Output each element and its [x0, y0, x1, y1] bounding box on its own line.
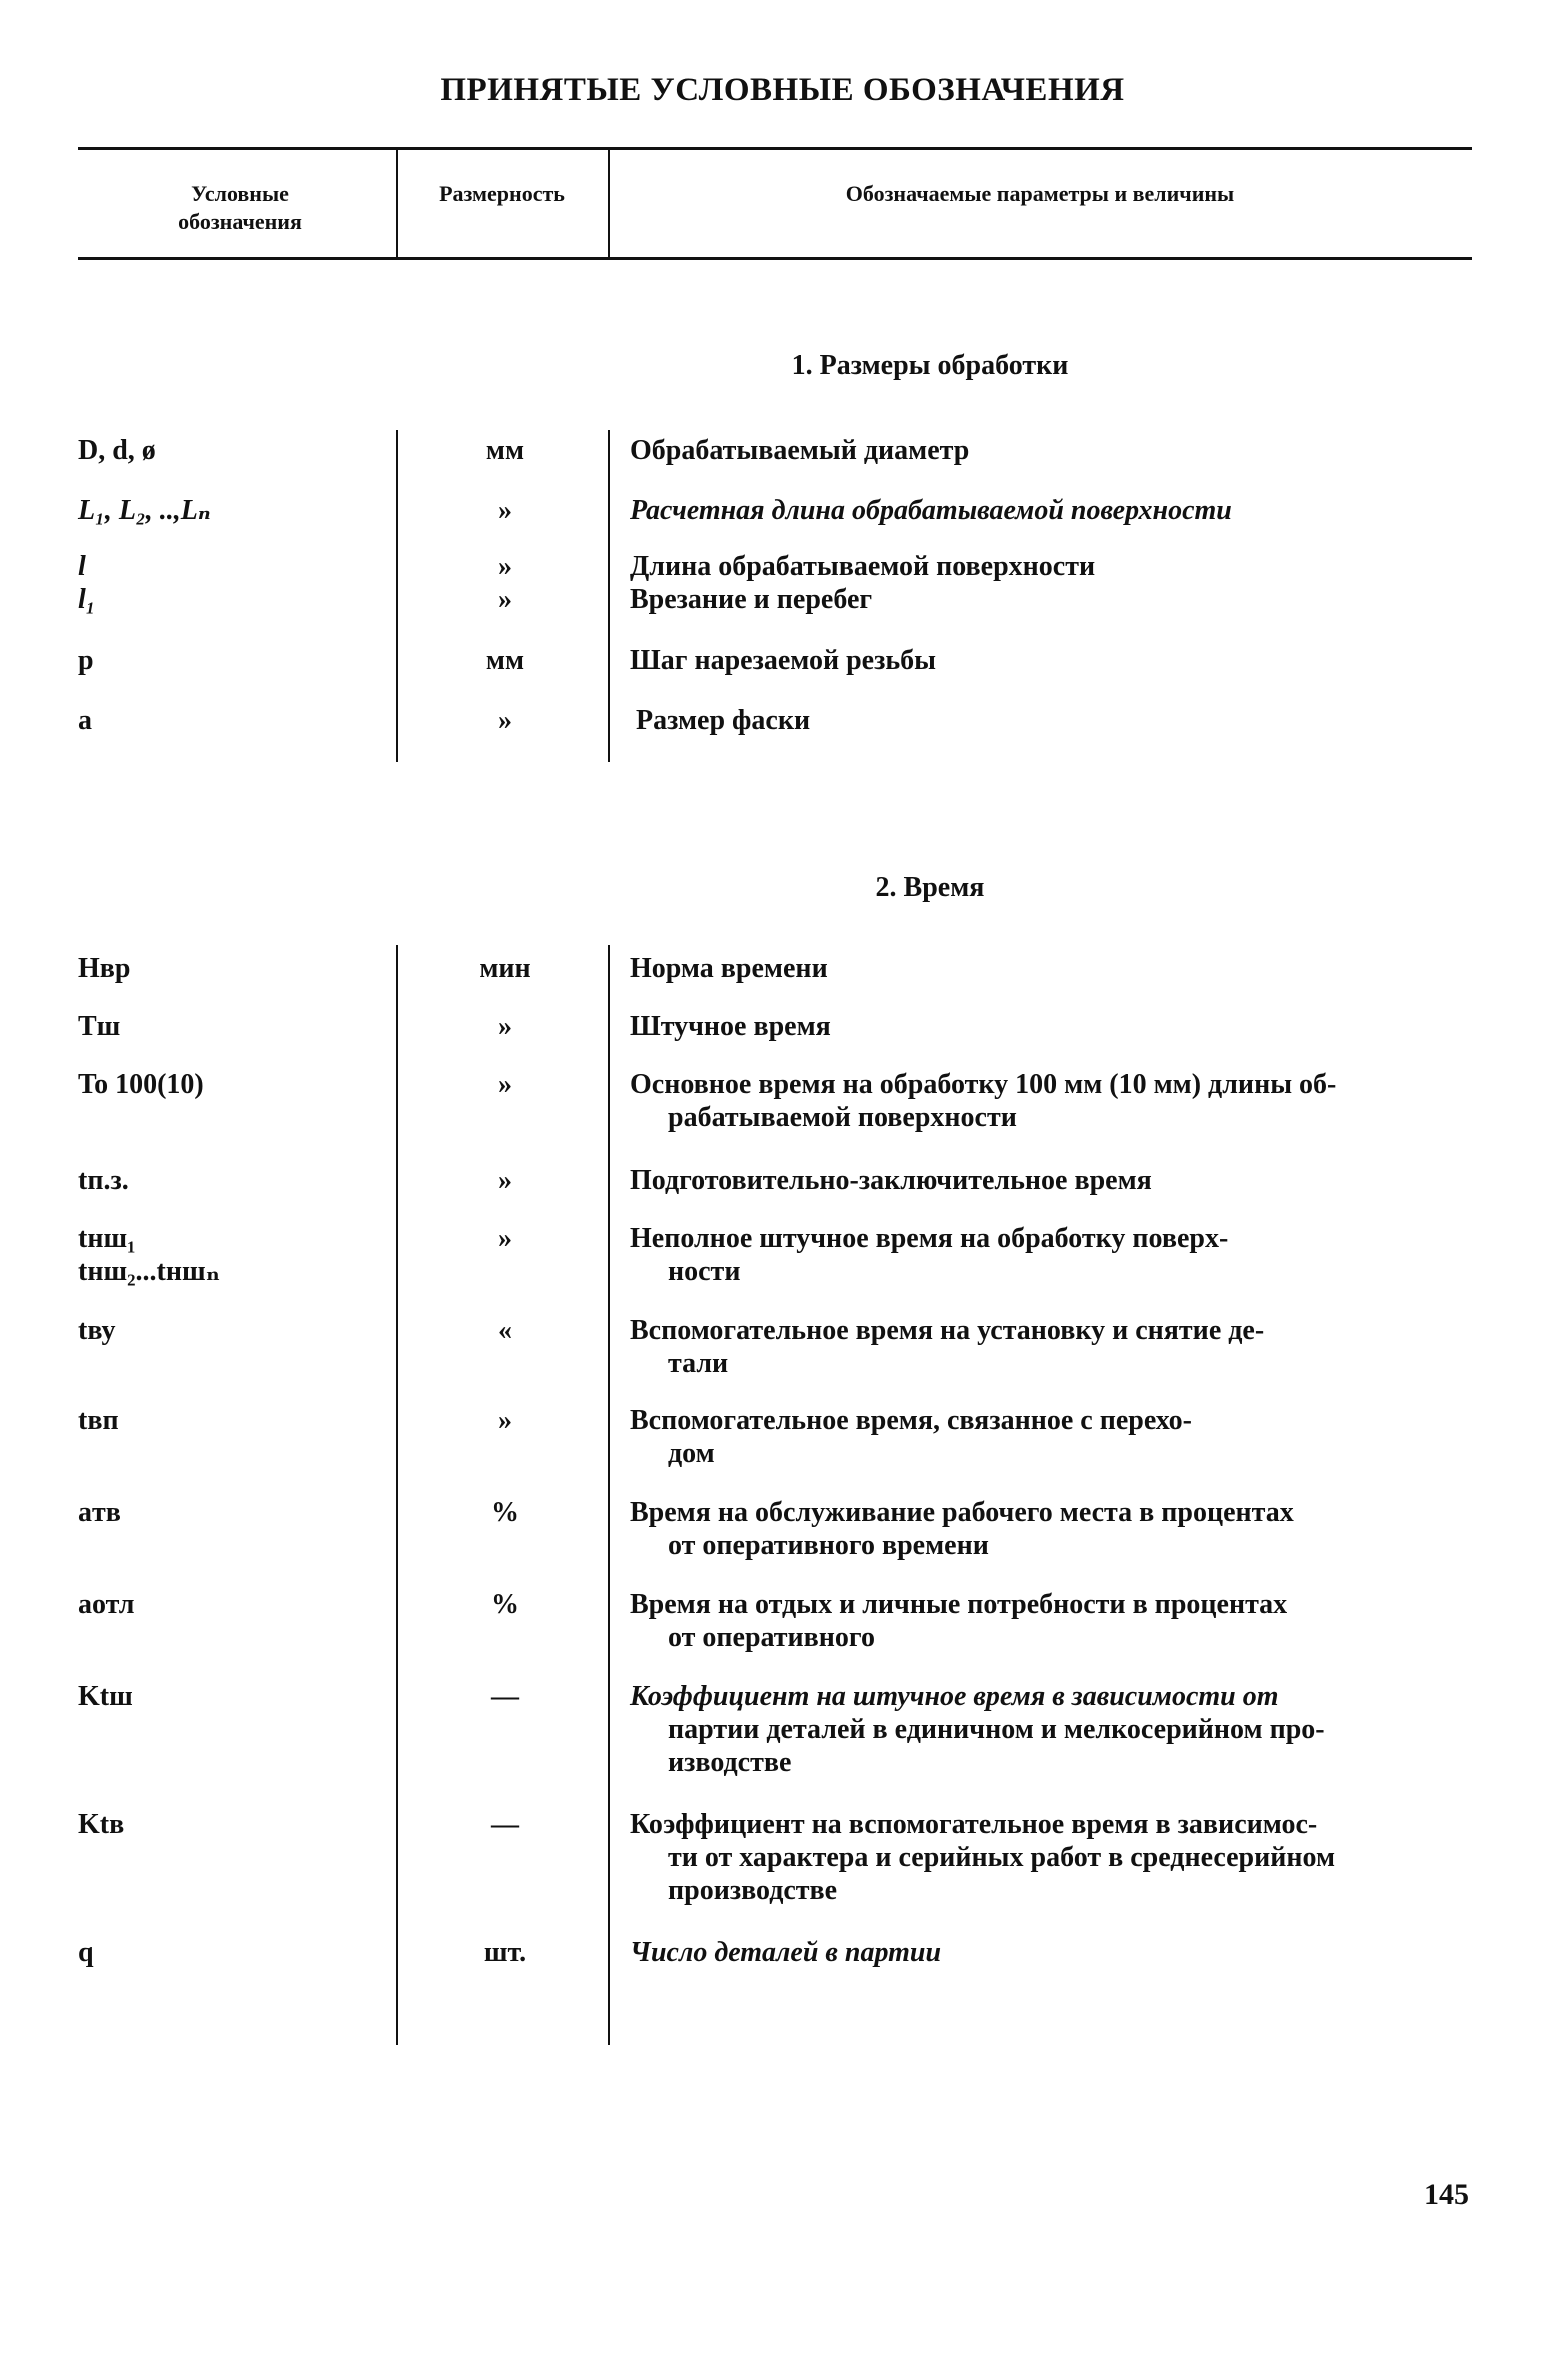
description-cell: Врезание и перебег [630, 584, 873, 615]
description-cell: Длина обрабатываемой поверхности [630, 551, 1096, 582]
unit-cell: » [498, 1165, 512, 1196]
symbol-cell: tп.з. [78, 1165, 129, 1196]
unit-cell: — [491, 1809, 519, 1840]
description-cell: Число деталей в партии [630, 1937, 942, 1968]
symbol-cell: L₁, L₂, ..,Lₙ [78, 495, 211, 526]
description-cell: Норма времени [630, 953, 828, 984]
description-cell [630, 1314, 1468, 1380]
symbol-cell: tву [78, 1315, 116, 1346]
unit-cell: — [491, 1681, 519, 1712]
page-number: 145 [1424, 2178, 1469, 2211]
description-line: Коэффициент на штучное время в зависимости от [630, 1681, 1279, 1712]
symbol-cell: aотл [78, 1589, 135, 1620]
unit-cell: « [498, 1315, 512, 1346]
unit-cell: » [498, 1011, 512, 1042]
description-cell: Подготовительно-заключительное время [630, 1165, 1152, 1196]
description-cell [630, 1404, 1468, 1470]
symbol-line: tнш₁ [78, 1223, 136, 1254]
description-line: Время на обслуживание рабочего места в процентах [630, 1497, 1294, 1528]
symbol-cell: Ktш [78, 1681, 133, 1712]
header-divider-2 [608, 150, 610, 257]
section-title: 1. Размеры обработки [791, 350, 1069, 381]
symbol-cell: To 100(10) [78, 1069, 204, 1100]
symbol-cell [78, 1222, 378, 1288]
description-line: ти от характера и серийных работ в среднесерийном [668, 1842, 1336, 1873]
description-cell [630, 1808, 1468, 1907]
symbol-line: tнш₂...tншₙ [78, 1256, 221, 1287]
description-line: производстве [668, 1875, 838, 1906]
header-top-rule [78, 147, 1472, 150]
unit-cell: » [498, 584, 512, 615]
column-header-description: Обозначаемые параметры и величины [845, 181, 1235, 206]
description-cell [630, 1496, 1468, 1562]
description-cell: Расчетная длина обрабатываемой поверхности [630, 495, 1232, 526]
description-line: от оперативного времени [668, 1530, 989, 1561]
description-cell [630, 1068, 1468, 1134]
description-cell: Шаг нарезаемой резьбы [630, 645, 937, 676]
description-cell [630, 1588, 1468, 1654]
description-cell [630, 1680, 1468, 1779]
section-title: 2. Время [875, 872, 985, 903]
description-cell: Обрабатываемый диаметр [630, 435, 970, 466]
description-line: Вспомогательное время на установку и снятие де- [630, 1315, 1265, 1346]
section-2-divider-1 [396, 945, 398, 2045]
symbol-cell: Tш [78, 1011, 121, 1042]
symbol-cell: D, d, ø [78, 435, 156, 466]
symbol-cell: l [78, 551, 86, 582]
description-cell: Штучное время [630, 1011, 831, 1042]
unit-cell: шт. [483, 1937, 527, 1968]
header-divider-1 [396, 150, 398, 257]
description-line: Основное время на обработку 100 мм (10 мм) длины об- [630, 1069, 1337, 1100]
unit-cell: % [491, 1497, 519, 1528]
description-line: Вспомогательное время, связанное с перехо- [630, 1405, 1192, 1436]
column-header-unit: Размерность [439, 181, 565, 206]
symbol-cell: tвп [78, 1405, 119, 1436]
description-line: тали [668, 1348, 729, 1379]
unit-cell: » [498, 1223, 512, 1254]
unit-cell: » [498, 705, 512, 736]
unit-cell: мм [485, 645, 525, 676]
symbol-cell: l₁ [78, 584, 96, 615]
symbol-cell: p [78, 645, 94, 676]
symbol-cell: a [78, 705, 92, 736]
description-line: от оперативного [668, 1622, 875, 1653]
unit-cell: » [498, 1405, 512, 1436]
unit-cell: » [498, 551, 512, 582]
page-title: ПРИНЯТЫЕ УСЛОВНЫЕ ОБОЗНАЧЕНИЯ [440, 72, 1125, 108]
description-cell [630, 1222, 1468, 1288]
symbol-cell: q [78, 1937, 94, 1968]
description-line: дом [668, 1438, 715, 1469]
unit-cell: % [491, 1589, 519, 1620]
symbol-cell: Hвр [78, 953, 131, 984]
description-line: изводстве [668, 1747, 792, 1778]
symbol-cell: aтв [78, 1497, 121, 1528]
description-cell: Размер фаски [636, 705, 811, 736]
unit-cell: » [498, 1069, 512, 1100]
description-line: Неполное штучное время на обработку поверх- [630, 1223, 1229, 1254]
section-1-divider-1 [396, 430, 398, 762]
unit-cell: мм [485, 435, 525, 466]
symbol-cell: Ktв [78, 1809, 125, 1840]
description-line: партии деталей в единичном и мелкосерийном про- [668, 1714, 1325, 1745]
unit-cell: » [498, 495, 512, 526]
column-header-symbol: Условные обозначения [178, 181, 302, 234]
description-line: ности [668, 1256, 741, 1287]
section-2-divider-2 [608, 945, 610, 2045]
description-line: Время на отдых и личные потребности в процентах [630, 1589, 1288, 1620]
header-bottom-rule [78, 257, 1472, 260]
description-line: рабатываемой поверхности [668, 1102, 1017, 1133]
description-line: Коэффициент на вспомогательное время в зависимос- [630, 1809, 1318, 1840]
unit-cell: мин [479, 953, 531, 984]
